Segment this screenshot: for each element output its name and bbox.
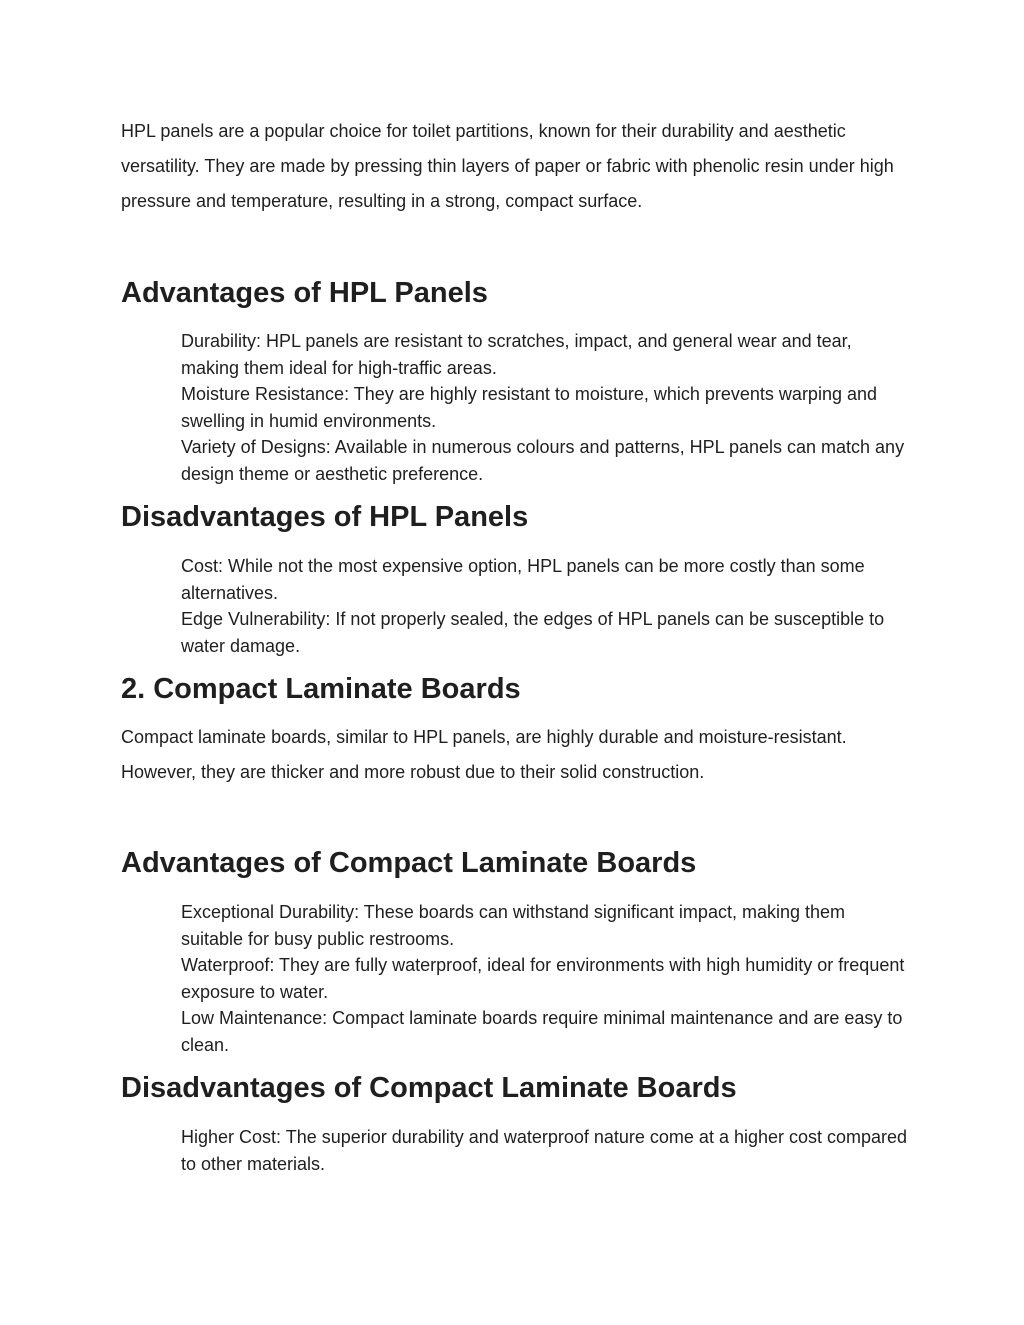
heading-hpl-disadvantages: Disadvantages of HPL Panels	[121, 501, 529, 533]
heading-compact-advantages: Advantages of Compact Laminate Boards	[121, 847, 697, 879]
list-hpl-disadvantages	[181, 553, 911, 659]
list-item: Exceptional Durability: These boards can withstand significant impact, making them suitable for busy public restrooms.	[181, 902, 845, 949]
list-item: Edge Vulnerability: If not properly sealed, the edges of HPL panels can be susceptible to water damage.	[181, 609, 885, 656]
heading-compact-disadvantages: Disadvantages of Compact Laminate Boards	[121, 1072, 737, 1104]
list-compact-disadvantages	[181, 1124, 911, 1177]
list-item: Moisture Resistance: They are highly resistant to moisture, which prevents warping and swelling in humid environments.	[181, 384, 877, 431]
list-compact-advantages	[181, 899, 911, 1058]
heading-compact-laminate: 2. Compact Laminate Boards	[121, 673, 521, 705]
list-item: Variety of Designs: Available in numerous colours and patterns, HPL panels can match any design theme or aesthetic preference.	[181, 437, 905, 484]
list-hpl-advantages	[181, 328, 911, 487]
list-item: Waterproof: They are fully waterproof, ideal for environments with high humidity or frequent exposure to water.	[181, 955, 905, 1002]
list-item: Low Maintenance: Compact laminate boards require minimal maintenance and are easy to clean.	[181, 1008, 903, 1055]
heading-hpl-advantages: Advantages of HPL Panels	[121, 277, 488, 309]
compact-paragraph: Compact laminate boards, similar to HPL panels, are highly durable and moisture-resistant. However, they are thicker and more robust due to their solid construction.	[121, 727, 847, 782]
list-item: Durability: HPL panels are resistant to scratches, impact, and general wear and tear, making them ideal for high-traffic areas.	[181, 331, 852, 378]
intro-paragraph: HPL panels are a popular choice for toilet partitions, known for their durability and aesthetic versatility. They are made by pressing thin layers of paper or fabric with phenolic resin under high pressure and temperature, resulting in a strong, compact surface.	[121, 121, 894, 211]
list-item: Cost: While not the most expensive option, HPL panels can be more costly than some alternatives.	[181, 556, 865, 603]
list-item: Higher Cost: The superior durability and waterproof nature come at a higher cost compared to other materials.	[181, 1127, 908, 1174]
